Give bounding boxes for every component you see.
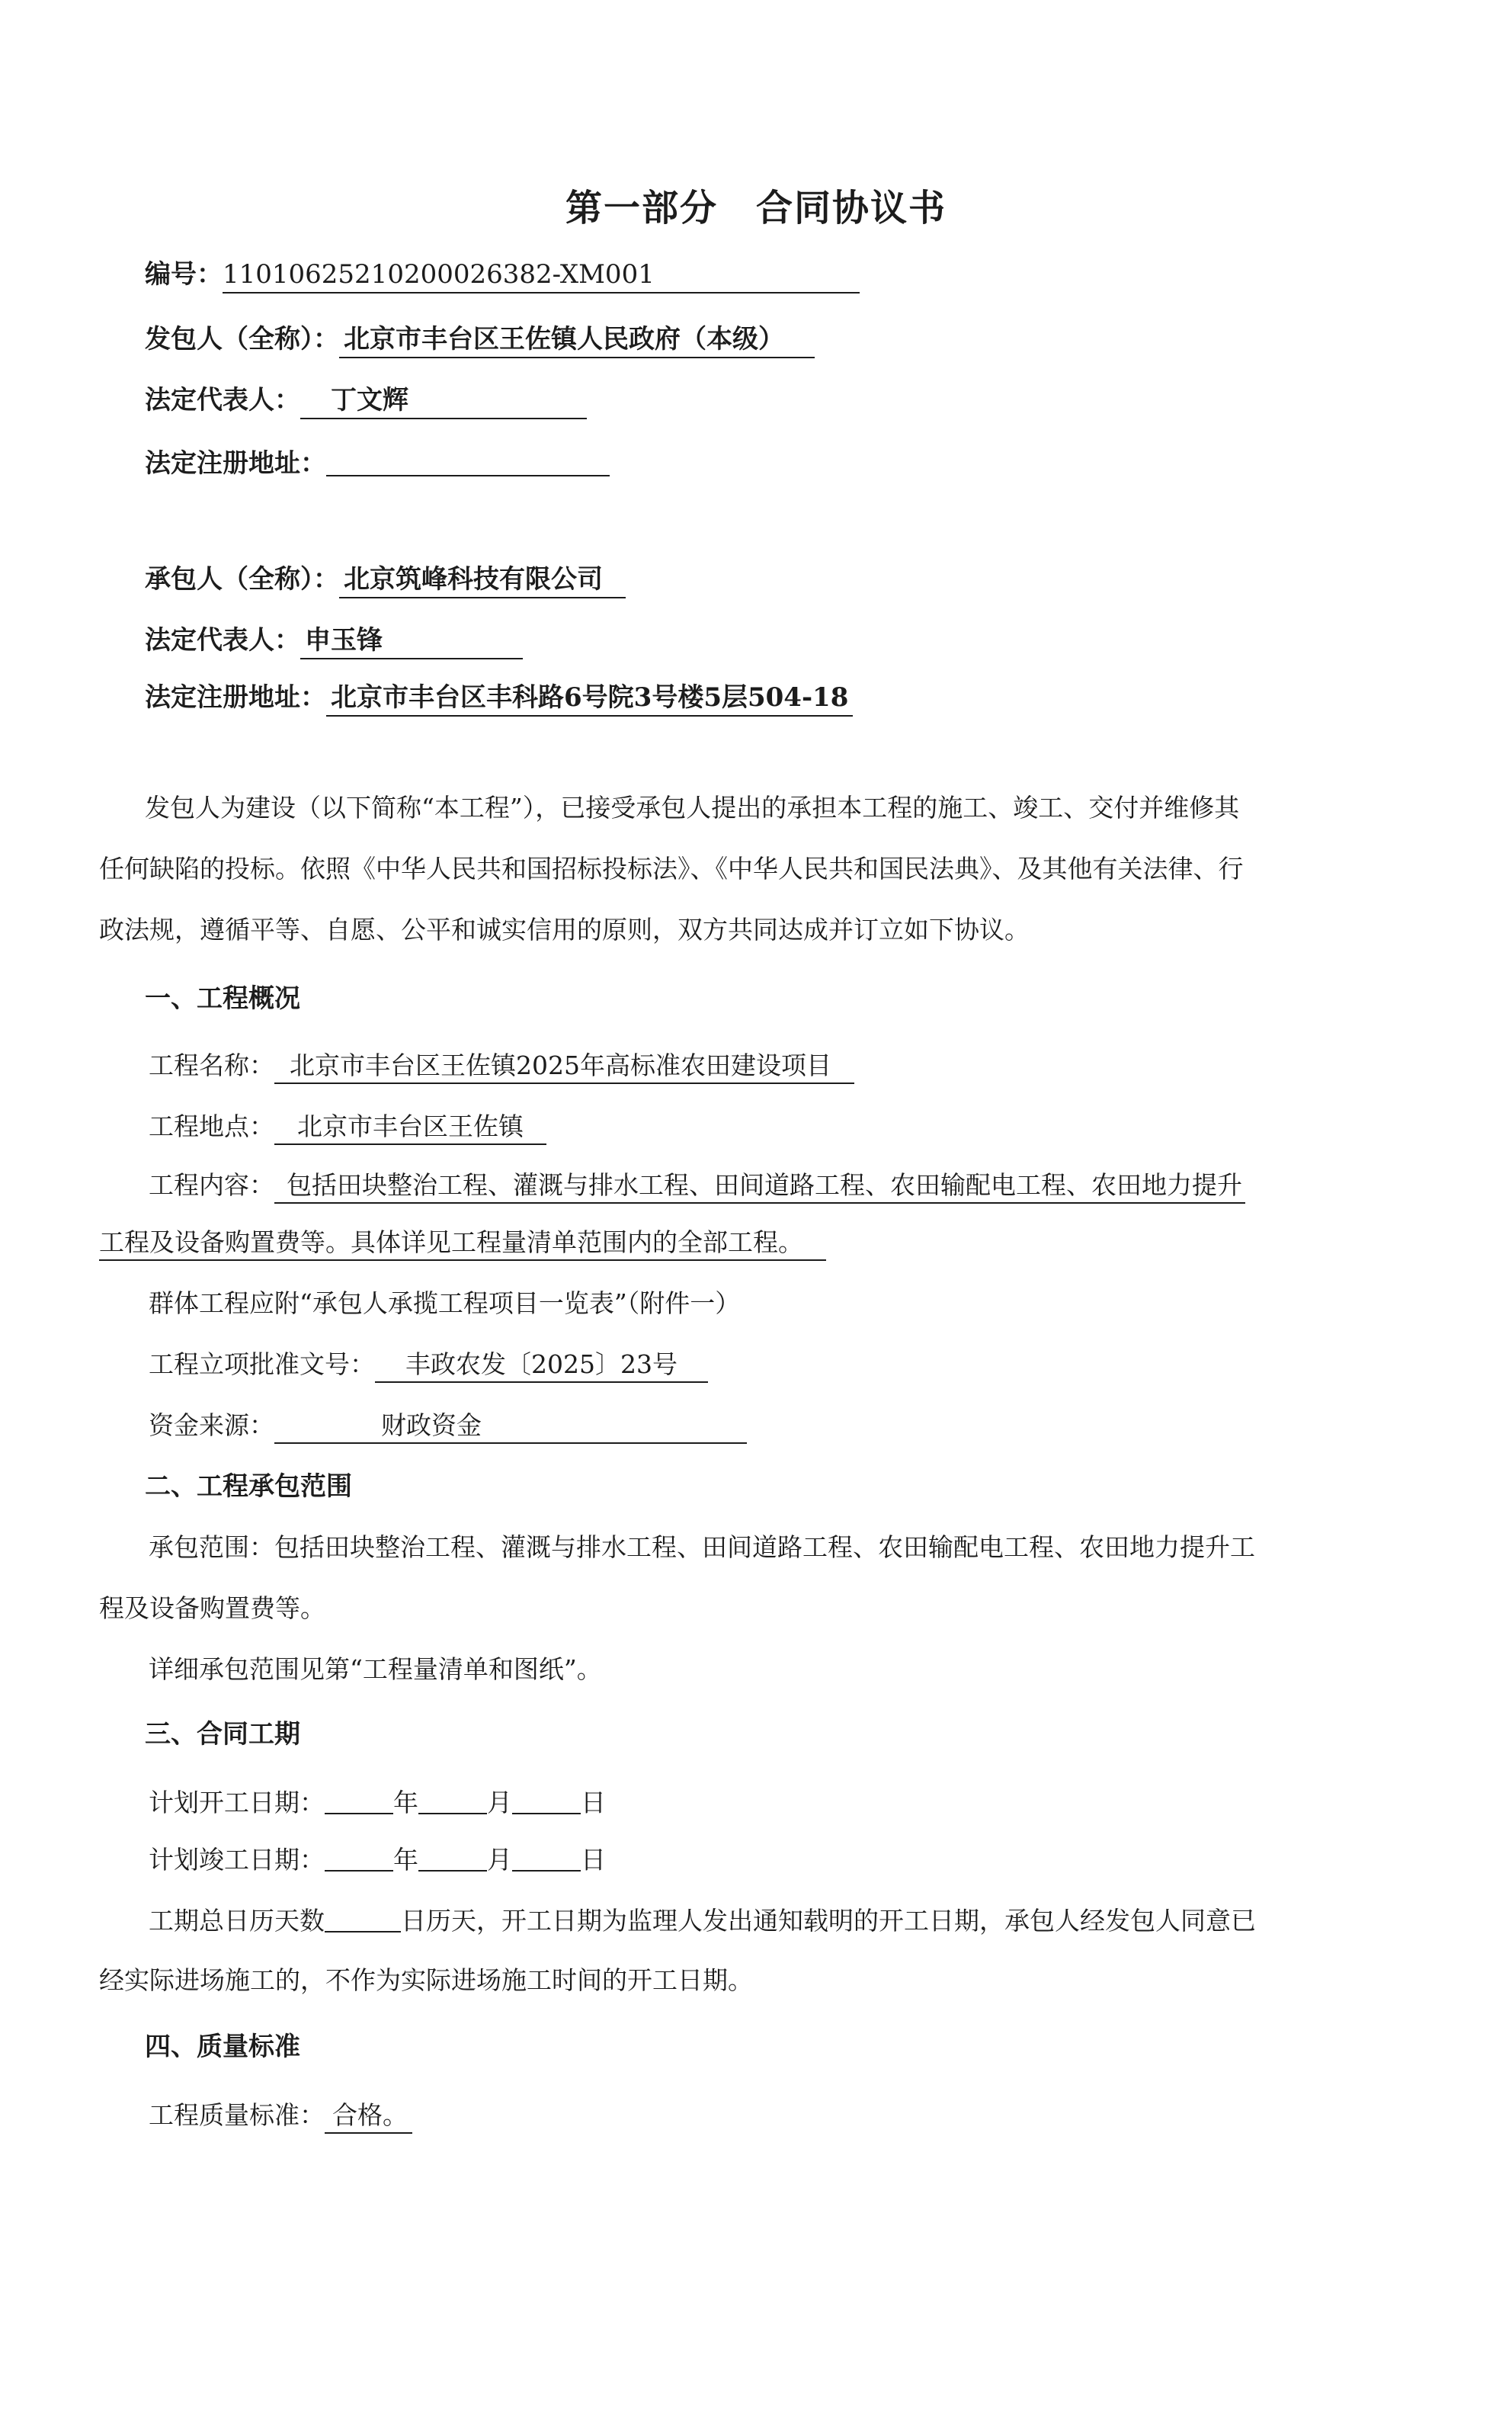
duration-days-blank	[325, 1908, 401, 1932]
duration-row	[149, 1906, 1256, 1936]
employer-address-row	[145, 446, 610, 480]
scope-detail: 详细承包范围见第“工程量清单和图纸”。	[149, 1654, 602, 1684]
start-day-blank	[512, 1790, 581, 1814]
section-4-title: 四、质量标准	[145, 2032, 300, 2062]
contractor-label: 承包人（全称）：	[145, 564, 339, 595]
employer-row	[145, 324, 815, 358]
project-name-label: 工程名称：	[149, 1050, 274, 1080]
project-content-line-1: 包括田块整治工程、灌溉与排水工程、田间道路工程、农田输配电工程、农田地力提升	[274, 1170, 1245, 1204]
fund-row	[149, 1410, 747, 1444]
contractor-rep: 申玉锋	[300, 625, 523, 659]
finish-month-blank	[418, 1847, 487, 1872]
project-content-label: 工程内容：	[149, 1170, 274, 1200]
start-month-blank	[418, 1790, 487, 1814]
planned-finish-row	[149, 1845, 606, 1875]
planned-start-label: 计划开工日期：	[149, 1788, 325, 1817]
approval-number: 丰政农发〔2025〕23号	[375, 1349, 708, 1383]
start-month-unit: 月	[487, 1788, 512, 1817]
planned-start-row	[149, 1788, 606, 1818]
employer-rep-label: 法定代表人：	[145, 385, 300, 415]
project-site-row	[149, 1111, 546, 1145]
contractor-rep-row	[145, 625, 523, 659]
contractor-row	[145, 564, 626, 598]
employer-label: 发包人（全称）：	[145, 324, 339, 354]
preamble-line-2: 任何缺陷的投标。依照《中华人民共和国招标投标法》、《中华人民共和国民法典》、及其他有关法律、行	[99, 854, 1244, 884]
section-2-title: 二、工程承包范围	[145, 1471, 352, 1502]
approval-label: 工程立项批准文号：	[149, 1349, 375, 1379]
quality-label: 工程质量标准：	[149, 2100, 325, 2130]
contractor-address: 北京市丰台区丰科路6号院3号楼5层504-18	[326, 682, 853, 717]
employer-rep: 丁文辉	[300, 385, 587, 419]
contractor-name: 北京筑峰科技有限公司	[339, 564, 626, 598]
quality-standard: 合格。	[325, 2100, 412, 2134]
contract-number-row	[145, 259, 860, 293]
planned-finish-label: 计划竣工日期：	[149, 1845, 325, 1875]
finish-day-blank	[512, 1847, 581, 1872]
project-site: 北京市丰台区王佐镇	[274, 1111, 546, 1145]
scope-line-2: 程及设备购置费等。	[99, 1593, 325, 1623]
duration-line-2: 经实际进场施工的，不作为实际进场施工时间的开工日期。	[99, 1965, 753, 1995]
quality-row	[149, 2100, 412, 2134]
project-content-line-2: 工程及设备购置费等。具体详见工程量清单范围内的全部工程。	[99, 1227, 826, 1261]
preamble-line-1: 发包人为建设（以下简称“本工程”），已接受承包人提出的承担本工程的施工、竣工、交付并维修其	[145, 793, 1240, 823]
start-day-unit: 日	[581, 1788, 606, 1817]
project-site-label: 工程地点：	[149, 1111, 274, 1141]
approval-row	[149, 1349, 708, 1383]
contractor-address-row	[145, 682, 853, 717]
fund-label: 资金来源：	[149, 1410, 274, 1440]
group-project-note: 群体工程应附“承包人承揽工程项目一览表”（附件一）	[149, 1288, 741, 1318]
contractor-address-label: 法定注册地址：	[145, 682, 326, 713]
preamble-line-3: 政法规，遵循平等、自愿、公平和诚实信用的原则，双方共同达成并订立如下协议。	[99, 915, 1030, 945]
contractor-rep-label: 法定代表人：	[145, 625, 300, 656]
project-content-row-2	[99, 1227, 826, 1261]
project-content-row	[149, 1170, 1245, 1204]
contract-number-label: 编号：	[145, 259, 223, 290]
duration-text: 日历天，开工日期为监理人发出通知载明的开工日期，承包人经发包人同意已	[401, 1906, 1256, 1936]
document-title: 第一部分 合同协议书	[565, 187, 947, 229]
project-name-row	[149, 1050, 854, 1084]
contract-number: 110106252102000263​82-XM001	[223, 259, 860, 293]
fund-source: 财政资金	[274, 1410, 747, 1444]
employer-name: 北京市丰台区王佐镇人民政府（本级）	[339, 324, 815, 358]
finish-month-unit: 月	[487, 1845, 512, 1875]
section-1-title: 一、工程概况	[145, 983, 300, 1014]
employer-address-label: 法定注册地址：	[145, 448, 326, 479]
employer-address	[326, 446, 610, 476]
start-year-blank	[325, 1790, 393, 1814]
finish-day-unit: 日	[581, 1845, 606, 1875]
project-name: 北京市丰台区王佐镇2025年高标准农田建设项目	[274, 1050, 854, 1084]
employer-rep-row	[145, 385, 587, 419]
section-3-title: 三、合同工期	[145, 1719, 300, 1750]
start-year-unit: 年	[393, 1788, 418, 1817]
finish-year-unit: 年	[393, 1845, 418, 1875]
scope-line-1: 承包范围：包括田块整治工程、灌溉与排水工程、田间道路工程、农田输配电工程、农田地力提升工	[149, 1532, 1255, 1562]
duration-label: 工期总日历天数	[149, 1906, 325, 1936]
finish-year-blank	[325, 1847, 393, 1872]
